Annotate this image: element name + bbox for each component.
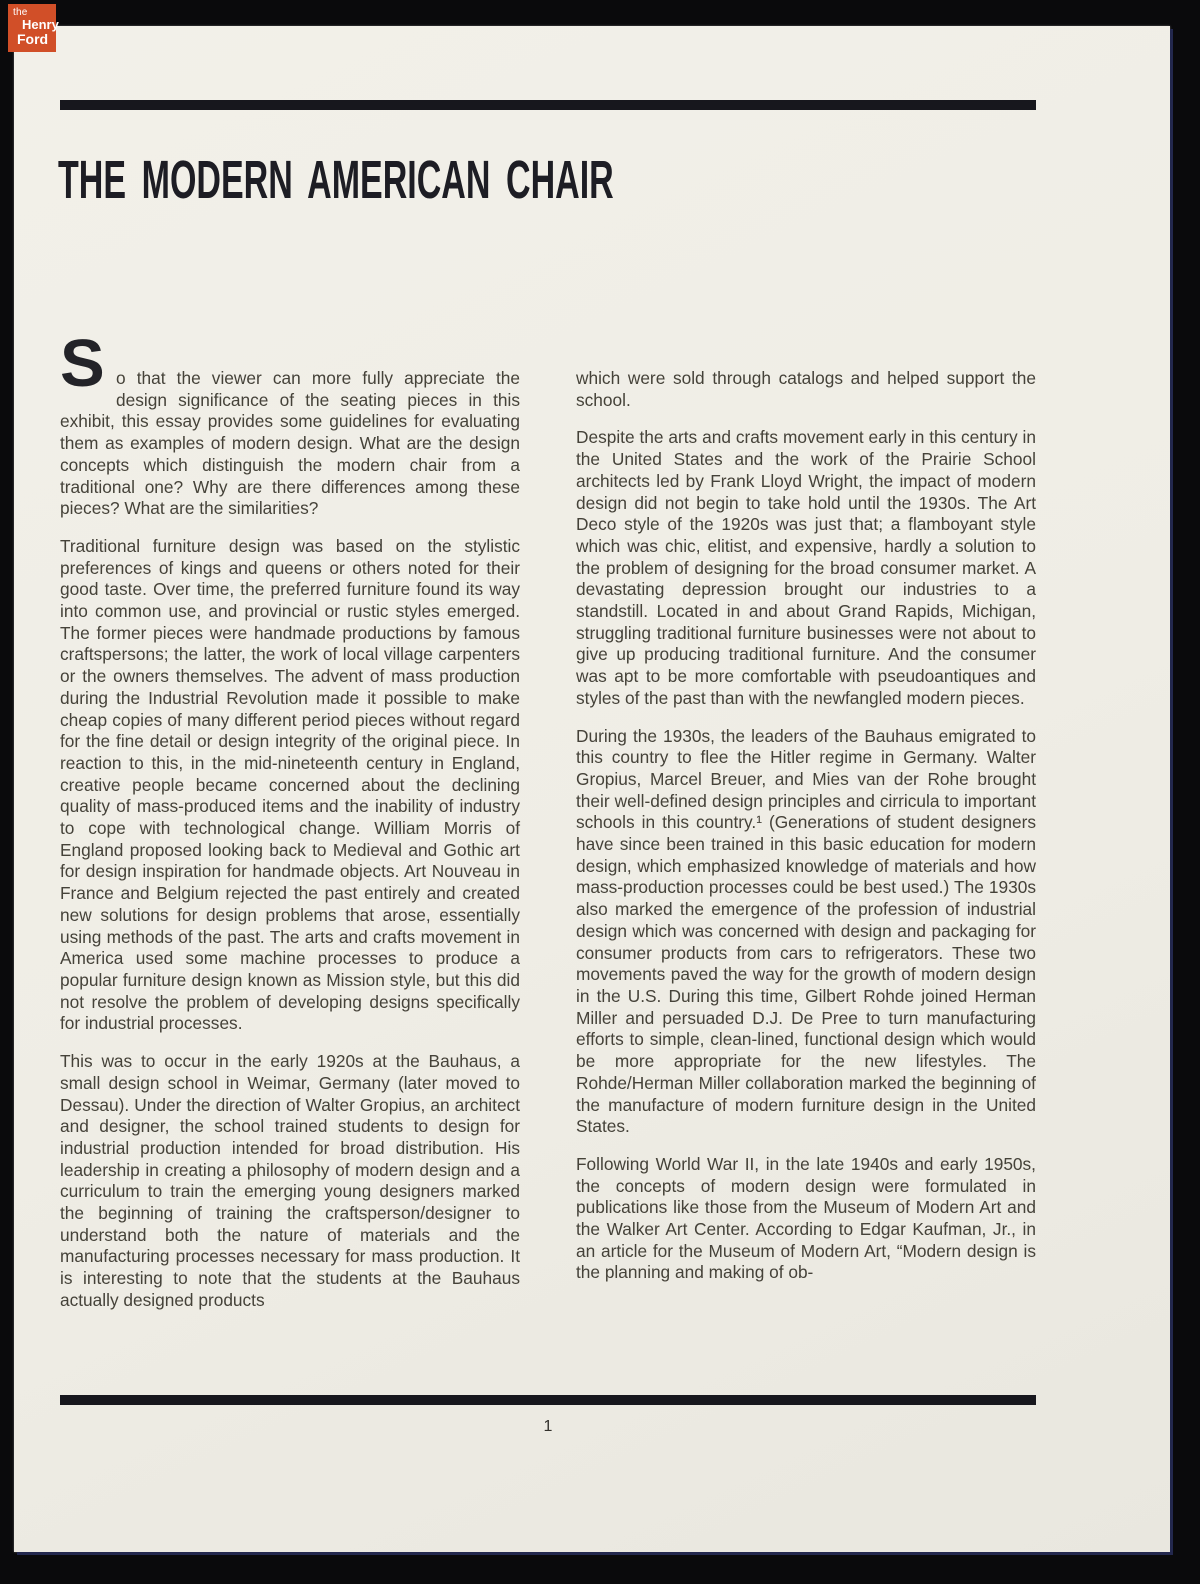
paragraph-1930s-emigration: During the 1930s, the leaders of the Bauhaus emigrated to this country to flee the Hitler regime in Germany. Walter Gropius, Marcel Breuer, and Mies van der Rohe brought their well-defined design principles and cirricula to important schools in this country.¹ (Generations of student designers have since been trained in this basic education for modern design, which emphasized knowledge of materials and how mass-production processes could be best used.) The 1930s also marked the emergence of the profession of industrial design which was concerned with design and packaging for consumer products from cars to refrigerators. These two movements paved the way for the growth of modern design in the U.S. During this time, Gilbert Rohde joined Herman Miller and persuaded D.J. De Pree to turn manufacturing efforts to simple, clean-lined, functional design which would be more appropriate for the new lifestyles. The Rohde/Herman Miller collaboration marked the beginning of the manufacture of modern furniture design in the United States.	[576, 725, 1036, 1137]
drop-cap: S	[60, 326, 104, 401]
paragraph-arts-and-crafts: Despite the arts and crafts movement early in this century in the United States and the work of the Prairie School architects led by Frank Lloyd Wright, the impact of modern design did not begin to take hold until the 1930s. The Art Deco style of the 1920s was just that; a flamboyant style which was chic, elitist, and expensive, hardly a solution to the problem of designing for the broad consumer market. A devastating depression brought our industries to a standstill. Located in and about Grand Rapids, Michigan, struggling traditional furniture businesses were not about to give up producing traditional furniture. And the consumer was apt to be more comfortable with pseudoantiques and styles of the past than with the newfangled modern pieces.	[576, 427, 1036, 708]
page-title: THE MODERN AMERICAN CHAIR	[58, 150, 614, 211]
right-column	[576, 368, 1036, 1328]
paragraph-catalogs: which were sold through catalogs and helped support the school.	[576, 368, 1036, 410]
logo-text-henry: Henry	[22, 17, 59, 32]
essay-columns	[60, 326, 1036, 1328]
footer-rule	[60, 1395, 1036, 1405]
paragraph-text: o that the viewer can more fully appreciate the design significance of the seating pieces in this exhibit, this essay provides some guidelines for evaluating them as examples of modern design. What are the design concepts which distinguish the modern chair from a traditional one? Why are there differences among these pieces? What are the similarities?	[60, 368, 520, 519]
paragraph-traditional-design: Traditional furniture design was based on the stylistic preferences of kings and queens or others noted for their good taste. Over time, the preferred furniture found its way into common use, and provincial or rustic styles emerged. The former pieces were handmade productions by famous craftspersons; the latter, the work of local village carpenters or the owners themselves. The advent of mass production during the Industrial Revolution made it possible to make cheap copies of many different period pieces without regard for the fine detail or design integrity of the original piece. In reaction to this, in the mid-nineteenth century in England, creative people became concerned about the declining quality of mass-produced items and the inability of industry to cope with technological change. William Morris of England proposed looking back to Medieval and Gothic art for design inspiration for handmade objects. Art Nouveau in France and Belgium rejected the past entirely and created new solutions for design problems that arose, essentially using methods of the past. The arts and crafts movement in America used some machine processes to produce a popular furniture design known as Mission style, but this did not resolve the problem of developing designs specifically for industrial processes.	[60, 535, 520, 1034]
paragraph-intro	[60, 326, 520, 520]
left-column	[60, 326, 520, 1328]
paragraph-postwar: Following World War II, in the late 1940s and early 1950s, the concepts of modern design were formulated in publications like those from the Museum of Modern Art and the Walker Art Center. According to Edgar Kaufman, Jr., in an article for the Museum of Modern Art, “Modern design is the planning and making of ob-	[576, 1153, 1036, 1283]
logo-text-ford: Ford	[17, 31, 49, 47]
henry-ford-logo	[8, 4, 59, 52]
page-number: 1	[543, 1418, 553, 1435]
logo-text-the: the	[13, 7, 28, 18]
paragraph-bauhaus: This was to occur in the early 1920s at the Bauhaus, a small design school in Weimar, Germany (later moved to Dessau). Under the direction of Walter Gropius, an architect and designer, the school trained students to design for industrial production intended for broad distribution. His leadership in creating a philosophy of modern design and a curriculum to train the emerging young designers marked the beginning of training the craftsperson/designer to understand both the nature of materials and the manufacturing processes necessary for mass production. It is interesting to note that the students at the Bauhaus actually designed products	[60, 1051, 520, 1310]
title-rule	[60, 100, 1036, 110]
document-page	[14, 26, 1170, 1552]
